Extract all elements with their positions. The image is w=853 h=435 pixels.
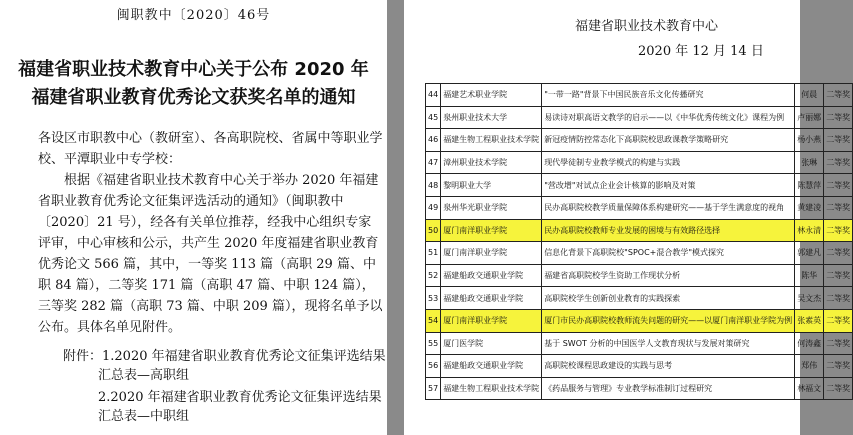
table-row	[426, 84, 853, 107]
award-cell: 二等奖	[824, 196, 853, 219]
salutation: 各设区市职教中心（教研室）、各高职院校、省属中等职业学校、平潭职业中专学校：	[38, 131, 383, 167]
table-row	[426, 264, 853, 287]
institution-cell: 厦门医学院	[441, 332, 542, 355]
institution-cell: 福建生物工程职业技术学院	[441, 377, 542, 400]
table-row	[426, 287, 853, 310]
table-row	[426, 309, 853, 332]
row-number: 49	[426, 196, 441, 219]
row-number: 50	[426, 219, 441, 242]
row-number: 55	[426, 332, 441, 355]
row-number: 47	[426, 151, 441, 174]
author-cell: 张琳	[795, 151, 824, 174]
award-cell: 二等奖	[824, 287, 853, 310]
author-cell: 何涛鑫	[795, 332, 824, 355]
table-row	[426, 355, 853, 378]
author-cell: 郑伟	[795, 355, 824, 378]
institution-cell: 福建船政交通职业学院	[441, 264, 542, 287]
award-cell: 二等奖	[824, 174, 853, 197]
document-number: 闽职教中〔2020〕46号	[116, 8, 271, 23]
award-cell: 二等奖	[824, 332, 853, 355]
paper-title-cell: 民办高职院校教师专业发展的困境与有效路径选择	[542, 219, 795, 242]
left-document-page	[0, 0, 387, 435]
row-number: 54	[426, 309, 441, 332]
paper-title-cell: "一带一路"背景下中国民族音乐文化传播研究	[542, 84, 795, 107]
paper-title-cell: 福建省高职院校学生资助工作现状分析	[542, 264, 795, 287]
paper-title-cell: 《药品服务与管理》专业教学标准制订过程研究	[542, 377, 795, 400]
body-paragraph: 根据《福建省职业技术教育中心关于举办 2020 年福建省职业教育优秀论文征集评选活动的通知》（闽职教中〔2020〕21 号），经各有关单位推荐，经我中心组织专家评审，中心审核和公示，共产生 2020 年度福建省职业教育优秀论文 566 篇，其中，一等奖 113 篇（高职 29 篇、中职 84 篇），二等奖 171 篇（高职 47 篇、中职 124 篇），三等奖 282 篇（高职 73 篇、中职 209 篇），现将名单予以公布。具体名单见附件。	[38, 173, 383, 335]
award-cell: 二等奖	[824, 309, 853, 332]
author-cell: 何晨	[795, 84, 824, 107]
award-cell: 二等奖	[824, 242, 853, 265]
award-cell: 二等奖	[824, 264, 853, 287]
award-cell: 二等奖	[824, 106, 853, 129]
table-row	[426, 332, 853, 355]
paper-title-cell: 民办高职院校教学质量保障体系构建研究——基于学生满意度的视角	[542, 196, 795, 219]
table-row	[426, 242, 853, 265]
table-row	[426, 377, 853, 400]
attachment-2-line1: 2.2020 年福建省职业教育优秀论文征集评选结果	[98, 390, 382, 405]
paper-title-cell: "营改增"对试点企业会计核算的影响及对策	[542, 174, 795, 197]
award-cell: 二等奖	[824, 129, 853, 152]
notice-title-line1: 福建省职业技术教育中心关于公布 2020 年	[18, 59, 369, 80]
row-number: 48	[426, 174, 441, 197]
attachment-2-line2: 汇总表—中职组	[98, 409, 190, 424]
author-cell: 陈慧萍	[795, 174, 824, 197]
institution-cell: 厦门南洋职业学院	[441, 219, 542, 242]
institution-cell: 黎明职业大学	[441, 174, 542, 197]
award-cell: 二等奖	[824, 84, 853, 107]
table-row	[426, 106, 853, 129]
author-cell: 林福文	[795, 377, 824, 400]
row-number: 56	[426, 355, 441, 378]
paper-title-cell: 易读诗对职高语文教学的启示——以《中华优秀传统文化》课程为例	[542, 106, 795, 129]
row-number: 57	[426, 377, 441, 400]
row-number: 52	[426, 264, 441, 287]
paper-title-cell: 现代學徒制专业教学模式的构建与实践	[542, 151, 795, 174]
institution-cell: 厦门南洋职业学院	[441, 309, 542, 332]
row-number: 44	[426, 84, 441, 107]
award-list-table	[425, 83, 853, 400]
author-cell: 陈华	[795, 264, 824, 287]
table-row	[426, 219, 853, 242]
author-cell: 郭建凡	[795, 242, 824, 265]
table-row	[426, 129, 853, 152]
institution-cell: 厦门南洋职业学院	[441, 242, 542, 265]
award-cell: 二等奖	[824, 377, 853, 400]
author-cell: 黄建凌	[795, 196, 824, 219]
institution-cell: 福建生物工程职业技术学院	[441, 129, 542, 152]
author-cell: 张素英	[795, 309, 824, 332]
paper-title-cell: 新冠疫情防控常态化下高职院校思政课教学策略研究	[542, 129, 795, 152]
row-number: 46	[426, 129, 441, 152]
institution-cell: 漳州职业技术学院	[441, 151, 542, 174]
row-number: 53	[426, 287, 441, 310]
notice-title-line2: 福建省职业教育优秀论文获奖名单的通知	[31, 87, 356, 108]
institution-cell: 泉州华光职业学院	[441, 196, 542, 219]
row-number: 51	[426, 242, 441, 265]
author-cell: 杨小燕	[795, 129, 824, 152]
issue-date: 2020 年 12 月 14 日	[638, 44, 764, 59]
table-row	[426, 196, 853, 219]
institution-cell: 福建船政交通职业学院	[441, 355, 542, 378]
row-number: 45	[426, 106, 441, 129]
paper-title-cell: 高职院校课程思政建设的实践与思考	[542, 355, 795, 378]
author-cell: 卢丽娜	[795, 106, 824, 129]
author-cell: 吴文杰	[795, 287, 824, 310]
sender-name: 福建省职业技术教育中心	[575, 19, 719, 34]
institution-cell: 福建船政交通职业学院	[441, 287, 542, 310]
author-cell: 林永清	[795, 219, 824, 242]
attachment-1-line1: 附件：1.2020 年福建省职业教育优秀论文征集评选结果	[63, 349, 386, 364]
award-cell: 二等奖	[824, 355, 853, 378]
table-row	[426, 151, 853, 174]
institution-cell: 泉州职业技术大学	[441, 106, 542, 129]
paper-title-cell: 信息化背景下高职院校"SPOC+混合教学"模式探究	[542, 242, 795, 265]
paper-title-cell: 厦门市民办高职院校教师流失问题的研究——以厦门南洋职业学院为例	[542, 309, 795, 332]
award-cell: 二等奖	[824, 219, 853, 242]
paper-title-cell: 高职院校学生创新创业教育的实践探索	[542, 287, 795, 310]
attachment-1-line2: 汇总表—高职组	[98, 368, 190, 383]
paper-title-cell: 基于 SWOT 分析的中国医学人文教育现状与发展对策研究	[542, 332, 795, 355]
institution-cell: 福建艺术职业学院	[441, 84, 542, 107]
award-cell: 二等奖	[824, 151, 853, 174]
table-row	[426, 174, 853, 197]
